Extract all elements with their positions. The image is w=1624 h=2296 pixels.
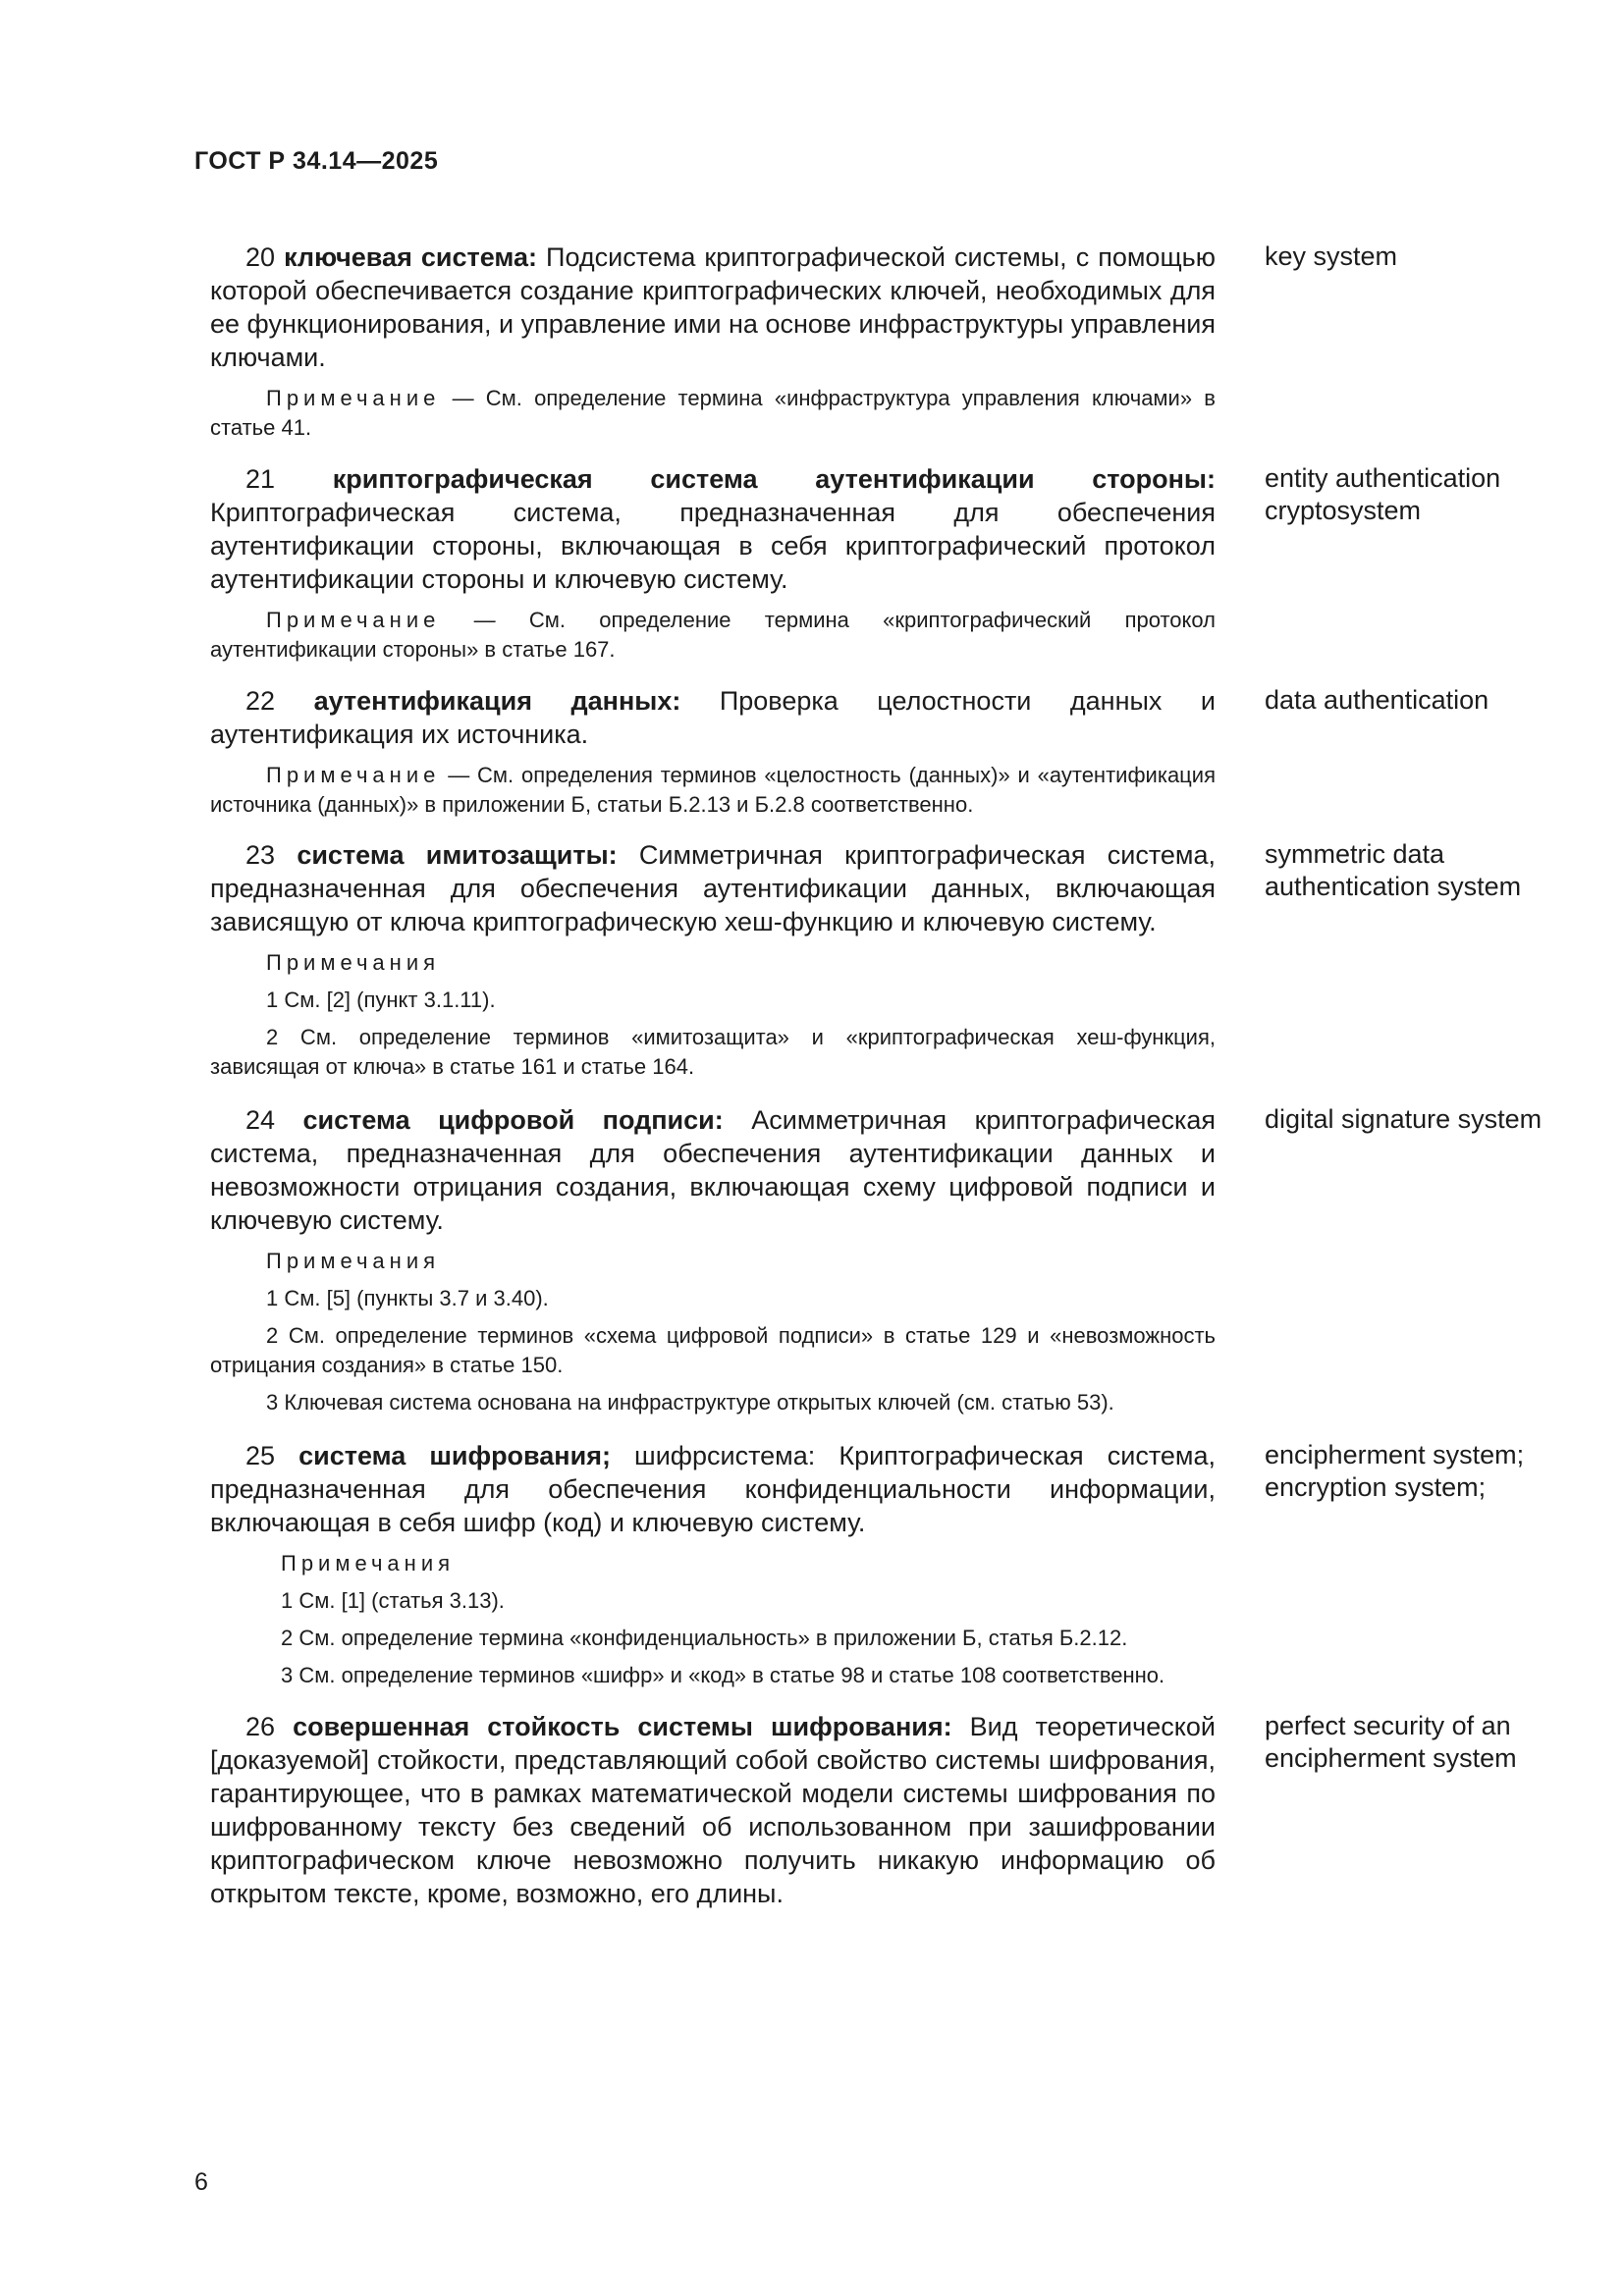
term-entry-body: [210, 462, 1216, 665]
term-note: 1 См. [5] (пункты 3.7 и 3.40).: [266, 1286, 549, 1310]
term-note: 1 См. [1] (статья 3.13).: [281, 1588, 505, 1613]
term-definition: [210, 462, 1216, 596]
term-note: 2 См. определение термина «конфиденциальность» в приложении Б, статья Б.2.12.: [281, 1626, 1128, 1650]
term-entry-23: [210, 838, 1545, 1082]
term-name: ключевая система:: [284, 242, 537, 272]
term-entry-25: [210, 1439, 1545, 1690]
term-note: 3 Ключевая система основана на инфраструктуре открытых ключей (см. статью 53).: [266, 1390, 1114, 1415]
term-note: [210, 606, 1216, 665]
term-definition-text: Проверка целостности данных и аутентификация их источника.: [210, 686, 1216, 749]
term-definition-text: Симметричная криптографическая система, предназначенная для обеспечения аутентификации данных, включающая зависящую от ключа криптографическую хеш-функцию и ключевую систему.: [210, 840, 1216, 936]
english-equivalent: entity authentication cryptosystem: [1265, 463, 1501, 525]
term-definition-text: Криптографическая система, предназначенная для обеспечения конфиденциальности информации, включающая в себя шифр (код) и ключевую систему.: [210, 1441, 1216, 1537]
notes-label: Примечания: [266, 950, 441, 975]
note-label: Примечание: [266, 386, 441, 410]
term-name: совершенная стойкость системы шифрования:: [293, 1712, 952, 1741]
english-equivalent: symmetric data authentication system: [1265, 839, 1522, 901]
term-note: [210, 761, 1216, 820]
term-entry-body: [210, 1439, 1216, 1690]
term-entry-body: [210, 838, 1216, 1082]
term-definition-text: Криптографическая система, предназначенная для обеспечения аутентификации стороны, включающая в себя криптографический протокол аутентификации стороны и ключевую систему.: [210, 498, 1216, 594]
term-definition: [210, 838, 1216, 938]
term-name: система шифрования;: [298, 1441, 611, 1470]
term-number: 21: [245, 464, 276, 494]
term-number: 24: [245, 1105, 276, 1135]
term-note: 1 См. [2] (пункт 3.1.11).: [266, 988, 496, 1012]
term-name: система цифровой подписи:: [302, 1105, 724, 1135]
term-definition: [210, 1439, 1216, 1539]
note-label: Примечание: [266, 763, 441, 787]
term-entry-body: [210, 1710, 1216, 1910]
note-text: — См. определения терминов «целостность (данных)» и «аутентификация источника (данных)» в приложении Б, статьи Б.2.13 и Б.2.8 соответственно.: [210, 763, 1216, 817]
notes-label: Примечания: [281, 1551, 456, 1575]
term-number: 20: [245, 242, 276, 272]
term-note: 2 См. определение терминов «схема цифровой подписи» в статье 129 и «невозможность отрицания создания» в статье 150.: [210, 1323, 1216, 1377]
term-definition: [210, 1710, 1216, 1910]
term-entry-20: [210, 240, 1545, 443]
english-equivalent: key system: [1265, 241, 1398, 271]
term-entry-24: [210, 1103, 1545, 1417]
english-equivalent: encipherment system; encryption system;: [1265, 1440, 1525, 1502]
note-text: — См. определение термина «инфраструктура управления ключами» в статье 41.: [210, 386, 1216, 440]
english-equivalent: digital signature system: [1265, 1104, 1543, 1134]
term-name: криптографическая система аутентификации стороны:: [332, 464, 1216, 494]
note-label: Примечание: [266, 608, 441, 632]
term-number: 22: [245, 686, 276, 716]
term-note: 3 См. определение терминов «шифр» и «код» в статье 98 и статье 108 соответственно.: [281, 1663, 1165, 1687]
notes-label: Примечания: [266, 1249, 441, 1273]
term-number: 23: [245, 840, 276, 870]
term-definition-text: Подсистема криптографической системы, с помощью которой обеспечивается создание криптографических ключей, необходимых для ее функционирования, и управление ими на основе инфраструктуры управления ключами.: [210, 242, 1216, 372]
term-definition: [210, 1103, 1216, 1237]
page-number: 6: [194, 2168, 208, 2196]
term-name: система имитозащиты:: [297, 840, 618, 870]
term-number: 26: [245, 1712, 276, 1741]
term-entry-body: [210, 240, 1216, 443]
term-entry-22: [210, 684, 1545, 820]
note-text: — См. определение термина «криптографический протокол аутентификации стороны» в статье 167.: [210, 608, 1216, 662]
term-note: [210, 384, 1216, 443]
term-name: аутентификация данных:: [313, 686, 681, 716]
term-definition: [210, 240, 1216, 374]
term-note: 2 См. определение терминов «имитозащита» и «криптографическая хеш-функция, зависящая от ключа» в статье 161 и статье 164.: [210, 1025, 1216, 1079]
term-entry-26: [210, 1710, 1545, 1910]
term-definition-text: Асимметричная криптографическая система, предназначенная для обеспечения аутентификации данных и невозможности отрицания создания, включающая схему цифровой подписи и ключевую систему.: [210, 1105, 1217, 1235]
term-number: 25: [245, 1441, 276, 1470]
term-entry-21: [210, 462, 1545, 665]
document-header: ГОСТ Р 34.14—2025: [194, 147, 439, 175]
term-definition-text: Вид теоретической [доказуемой] стойкости, представляющий собой свойство системы шифрования, гарантирующее, что в рамках математической модели системы шифрования по шифрованному тексту без сведений об использованном при зашифровании криптографическом ключе невозможно получить никакую информацию об открытом тексте, кроме, возможно, его длины.: [210, 1712, 1216, 1908]
terms-list: [210, 240, 1545, 1910]
term-entry-body: [210, 1103, 1216, 1417]
term-alt-name: шифрсистема:: [634, 1441, 816, 1470]
english-equivalent: data authentication: [1265, 685, 1489, 715]
term-entry-body: [210, 684, 1216, 820]
english-equivalent: perfect security of an encipherment system: [1265, 1711, 1517, 1773]
term-definition: [210, 684, 1216, 751]
